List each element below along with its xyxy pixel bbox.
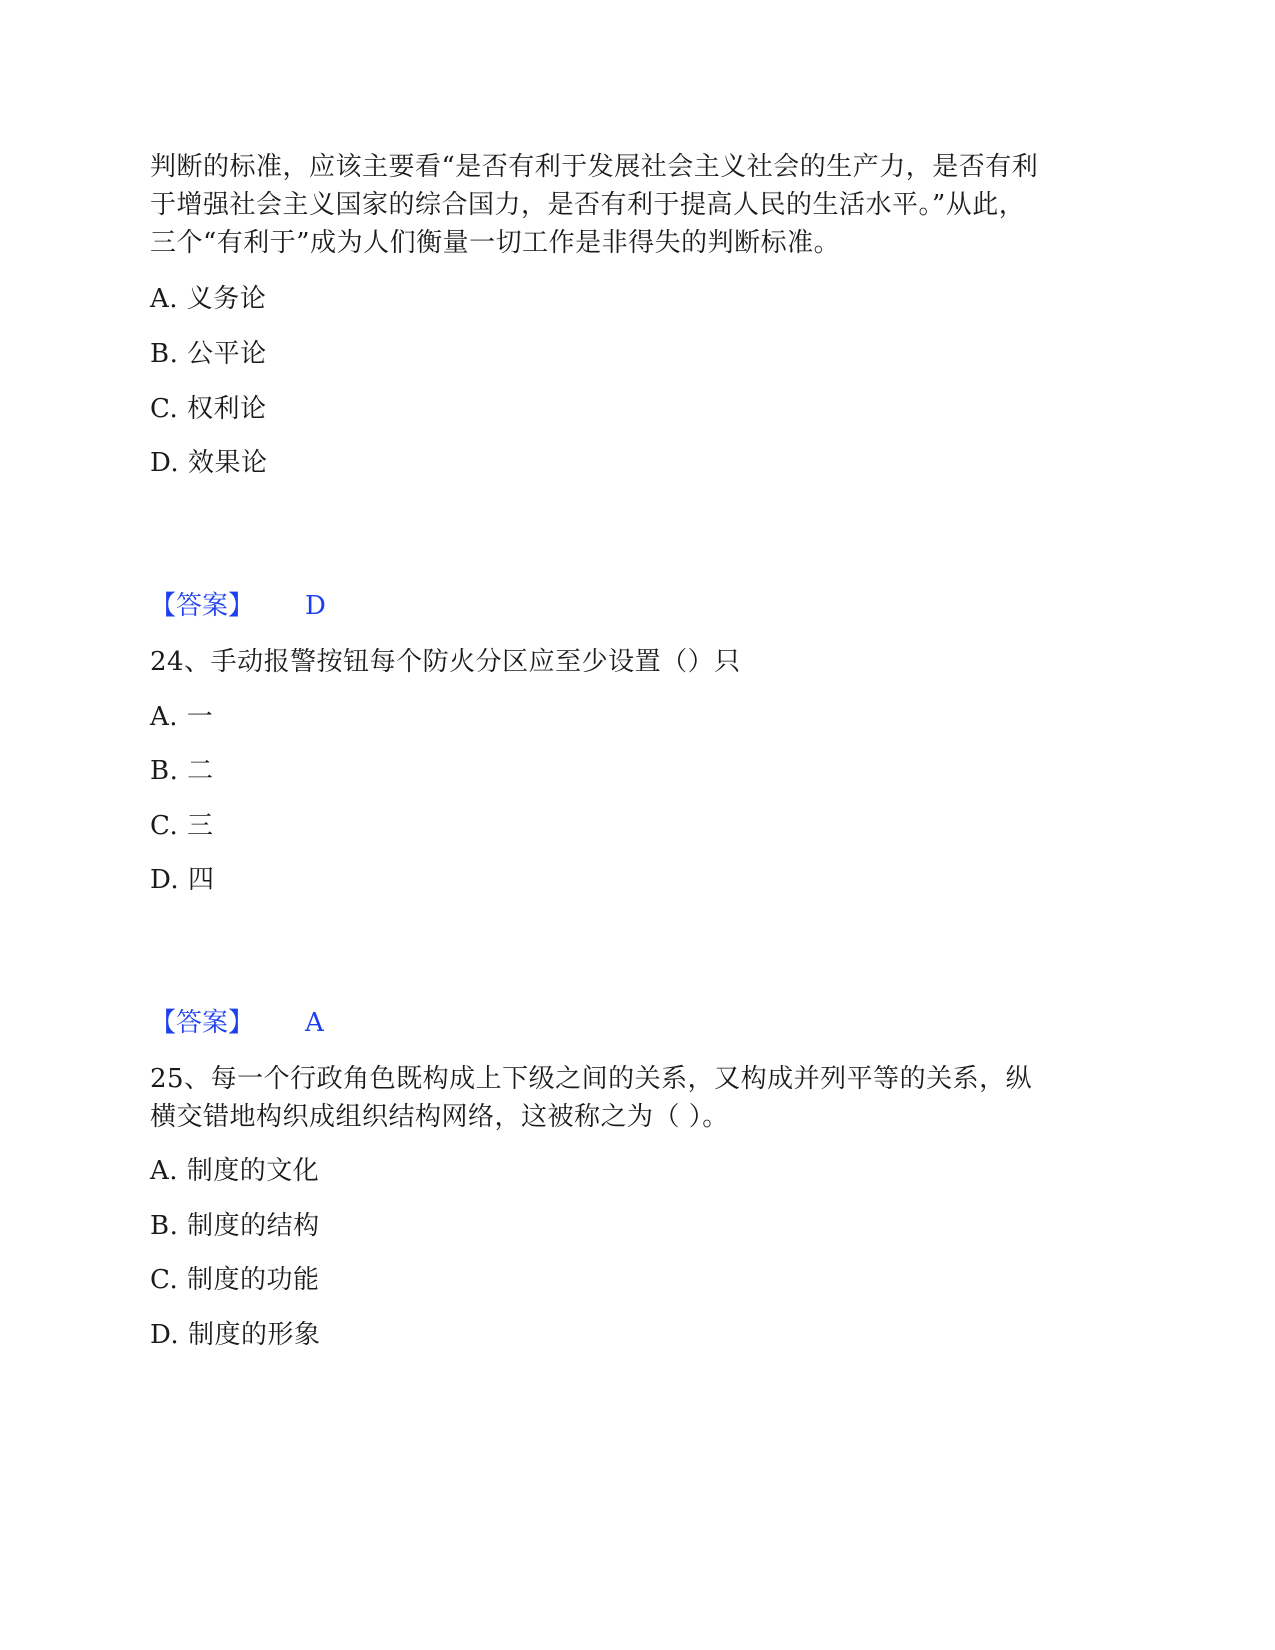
q24-answer (150, 1003, 324, 1043)
q23-stem-line-2: 于增强社会主义国家的综合国力，是否有利于提高人民的生活水平。”从此， (150, 190, 1026, 220)
q24-option-d: D. 四 (150, 865, 215, 895)
q23-option-d: D. 效果论 (150, 448, 268, 478)
q24-option-c: C. 三 (150, 811, 214, 841)
answer-value: A (305, 1008, 324, 1038)
q25-option-c: C. 制度的功能 (150, 1265, 320, 1295)
q25-stem-line-2: 横交错地构织成组织结构网络，这被称之为（ ）。 (150, 1102, 729, 1132)
answer-label: 【答案】 (150, 591, 255, 621)
q23-stem-line-1: 判断的标准，应该主要看“是否有利于发展社会主义社会的生产力，是否有利 (150, 152, 1039, 182)
q25-option-b: B. 制度的结构 (150, 1211, 320, 1241)
q23-stem-line-3: 三个“有利于”成为人们衡量一切工作是非得失的判断标准。 (150, 228, 841, 258)
q23-option-a: A. 义务论 (150, 284, 267, 314)
q25-option-a: A. 制度的文化 (150, 1156, 320, 1186)
answer-label: 【答案】 (150, 1008, 255, 1038)
q23-answer (150, 586, 326, 626)
q24-option-b: B. 二 (150, 756, 214, 786)
q23-option-b: B. 公平论 (150, 339, 267, 369)
q25-stem-line-1: 25、每一个行政角色既构成上下级之间的关系，又构成并列平等的关系，纵 (150, 1064, 1033, 1094)
q24-option-a: A. 一 (150, 702, 214, 732)
q25-option-d: D. 制度的形象 (150, 1320, 321, 1350)
q24-stem-line-1: 24、手动报警按钮每个防火分区应至少设置（）只 (150, 647, 741, 677)
answer-value: D (305, 591, 326, 621)
q23-option-c: C. 权利论 (150, 394, 267, 424)
